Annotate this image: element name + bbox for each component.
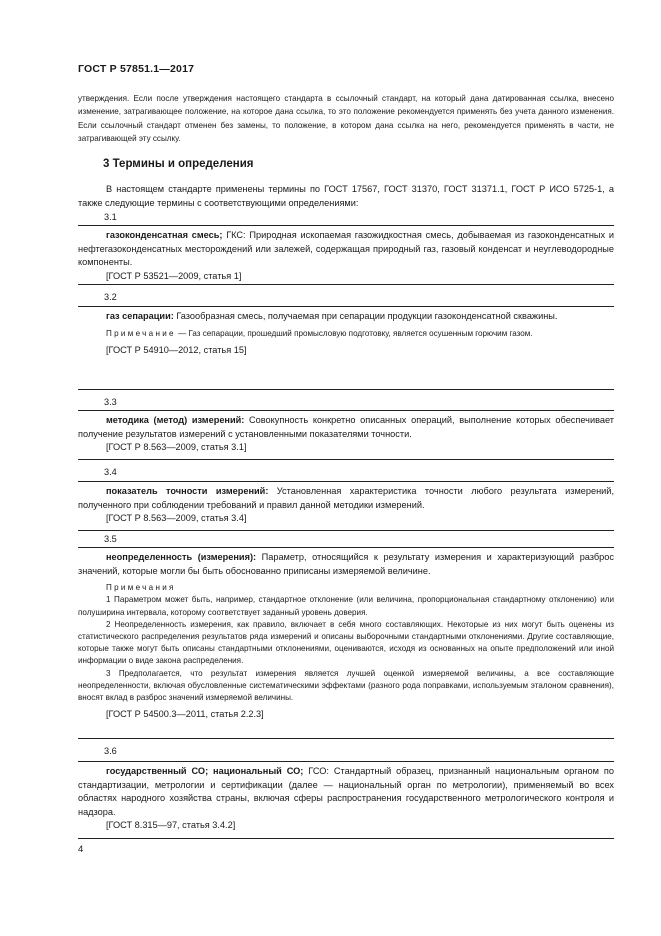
term-definition-text: Установленная характеристика точности любого результата измерений, полученного при соблюдении требований и правил данной методики измерений. [78,486,614,510]
term-definition-text: ГКС: Природная ископаемая газожидкостная смесь, добываемая из газоконденсатных и нефтегазоконденсатных месторождений или залежей, содержащая природный газ, газовый конденсат и неуглеводородные компоненты. [78,230,615,268]
term-definition [78,551,614,578]
term-definition-text: Совокупность конкретно описанных операций, выполнение которых обеспечивает получение результатов измерений с установленными показателями точности. [78,415,614,439]
term-name: государственный СО; национальный СО; [106,766,304,776]
intro-paragraph [78,92,614,146]
term-source: [ГОСТ Р 8.563—2009, статья 3.4] [106,513,247,524]
term-number: 3.6 [104,746,117,756]
note-text: — Газ сепарации, прошедший промысловую подготовку, является осушенным горючим газом. [175,328,533,338]
term-definition-text: ГСО: Стандартный образец, признанный национальным органом по стандартизации, метрологии и сертификации (далее — национальный орган по метрологии), применяемый во всех областях народного хозяйства страны, включая сферы распространения государственного метрологического контроля и надзора. [78,766,614,817]
note-item: 1 Параметром может быть, например, стандартное отклонение (или величина, пропорциональная стандартному отклонению) или полуширина интервала, которому соответствует заданный уровень доверия. [78,595,614,617]
term-source: [ГОСТ Р 54500.3—2011, статья 2.2.3] [106,709,264,720]
term-source: [ГОСТ Р 53521—2009, статья 1] [106,270,242,281]
term-entry [78,481,614,531]
term-entry [78,547,614,739]
term-source: [ГОСТ Р 8.563—2009, статья 3.1] [106,442,247,453]
term-definition [78,310,614,324]
note-item: 2 Неопределенность измерения, как правило, включает в себя много составляющих. Некоторые из них могут быть оценены из статистического распределения результатов ряда измерений и описаны выборочными стандартными отклонениями. Другие составляющие, которые также могут быть описаны стандартными отклонениями, оцениваются, исходя из основанных на опыте предположений или иной информации о виде закона распределения. [78,619,614,666]
intro-text: утверждения. Если после утверждения настоящего стандарта в ссылочный стандарт, на который дана датированная ссылка, внесено изменение, затрагивающее положение, на которое дана ссылка, то это положение рекомендуется применять без учета данного изменения. Если ссылочный стандарт отменен без замены, то положение, в котором дана ссылка на него, рекомендуется применять в части, не затрагивающей эту ссылку. [78,94,614,144]
notes-label: Примечания [106,583,176,593]
page-number: 4 [78,844,84,855]
note-label: Примечание [106,328,176,338]
term-definition [78,414,614,441]
term-number: 3.4 [104,467,117,477]
document-header: ГОСТ Р 57851.1—2017 [78,63,195,75]
term-entry [78,225,614,285]
term-name: методика (метод) измерений: [106,415,245,425]
term-source: [ГОСТ Р 54910—2012, статья 15] [106,344,247,355]
note-item: 3 Предполагается, что результат измерения является лучшей оценкой измеряемой величины, а все составляющие неопределенности, включая обусловленные систематическими эффектами (разного рода поправками, используемым эталоном сравнения), вносят вклад в разброс значений измеряемой величины. [78,668,614,703]
term-definition [78,485,614,512]
section-title: 3 Термины и определения [103,158,254,170]
term-name: газоконденсатная смесь; [106,230,223,240]
term-definition-text: Газообразная смесь, получаемая при сепарации продукции газоконденсатной скважины. [173,311,558,321]
term-entry [78,761,614,839]
term-number: 3.2 [104,292,117,302]
term-name: показатель точности измерений: [106,486,269,496]
term-name: газ сепарации: [106,311,174,321]
term-definition-text: Параметр, относящийся к результату измерения и характеризующий разброс значений, которые могли бы быть обоснованно приписаны измеряемой величине. [78,552,614,576]
section-lead: В настоящем стандарте применены термины по ГОСТ 17567, ГОСТ 31370, ГОСТ 31371.1, ГОСТ Р ИСО 5725-1, а также следующие термины с соответствующими определениями: [78,184,614,208]
term-number: 3.5 [104,534,117,544]
term-number: 3.3 [104,397,117,407]
term-entry [78,410,614,460]
term-source: [ГОСТ 8.315—97, статья 3.4.2] [106,820,236,831]
term-name: неопределенность (измерения): [106,552,257,562]
term-entry [78,306,614,390]
term-definition [78,229,614,270]
term-note [78,328,614,340]
term-definition [78,765,614,819]
term-number: 3.1 [104,212,117,222]
